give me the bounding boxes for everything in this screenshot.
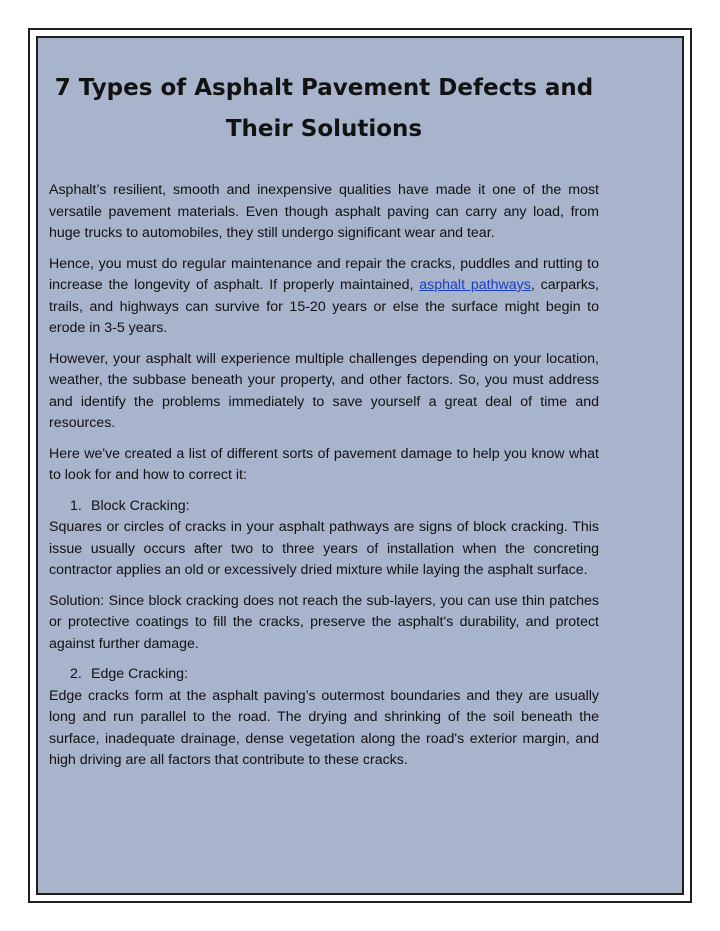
paragraph-maintenance-text-after: , carparks, trails, and highways can survive for 15-20 years or else the surface might begin to erode in 3-5 years. (49, 277, 599, 336)
document-body (49, 180, 599, 772)
list-item-number: 2. (70, 666, 82, 682)
block-cracking-solution: Solution: Since block cracking does not reach the sub-layers, you can use thin patches or protective coatings to fill the cracks, preserve the asphalt's durability, and protect against further damage. (49, 592, 599, 652)
block-cracking-description: Squares or circles of cracks in your asphalt pathways are signs of block cracking. This issue usually occurs after two to three years of installation when the concreting contractor applies an old or excessively dried mixture while laying the asphalt surface. (49, 519, 599, 578)
asphalt-pathways-link[interactable]: asphalt pathways (419, 277, 531, 293)
paragraph-list-intro: Here we've created a list of different sorts of pavement damage to help you know what to look for and how to correct it: (49, 445, 599, 483)
paragraph-intro: Asphalt’s resilient, smooth and inexpensive qualities have made it one of the most versatile pavement materials. Even though asphalt paving can carry any load, from huge trucks to automobiles, they still undergo significant wear and tear. (49, 182, 599, 241)
list-item-number: 1. (70, 497, 82, 514)
list-item-heading: Block Cracking: (91, 497, 190, 514)
document-title: 7 Types of Asphalt Pavement Defects and Their Solutions (54, 75, 594, 142)
edge-cracking-description: Edge cracks form at the asphalt paving’s outermost boundaries and they are usually long and run parallel to the road. The drying and shrinking of the soil beneath the surface, inadequate drainage, dense vegetation along the road's exterior margin, and high driving are all factors that contribute to these cracks. (49, 687, 599, 768)
paragraph-challenges: However, your asphalt will experience multiple challenges depending on your location, weather, the subbase beneath your property, and other factors. So, you must address and identify the problems immediately to save yourself a great deal of time and resources. (49, 350, 599, 431)
paragraph-maintenance-text-before: Hence, you must do regular maintenance and repair the cracks, puddles and rutting to increase the longevity of asphalt. If properly maintained, (49, 255, 599, 293)
list-item-heading: Edge Cracking: (91, 666, 188, 682)
list-item-block-cracking (49, 496, 599, 518)
document-content (49, 68, 599, 781)
list-item-edge-cracking (49, 664, 599, 686)
paragraph-maintenance (49, 254, 599, 340)
